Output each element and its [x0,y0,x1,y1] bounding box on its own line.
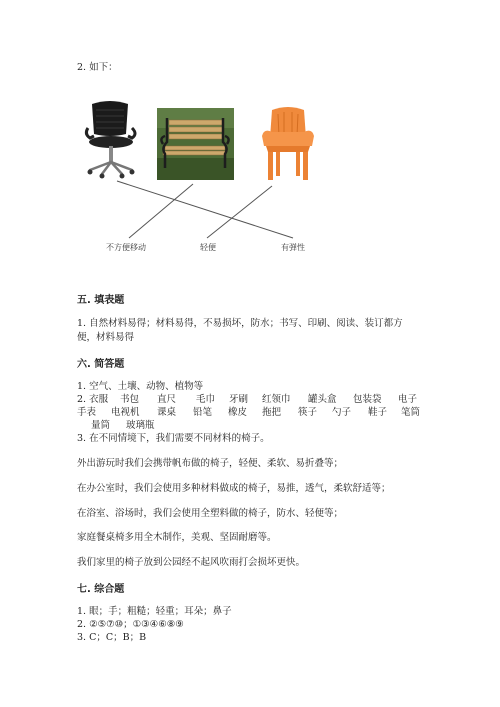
list-item: 拖把 [262,407,282,418]
match-label-elastic: 有弹性 [281,243,305,252]
list-item: 玻璃瓶 [126,420,155,431]
paragraph: 在办公室时，我们会使用多种材料做成的椅子，易推，透气，柔软舒适等； [77,483,391,494]
list-item: 2. 衣服 [77,394,109,405]
match-label-light: 轻便 [200,243,216,252]
paragraph: 我们家里的椅子放到公园经不起风吹雨打会损坏更快。 [77,557,306,568]
list-item: 铅笔 [193,407,213,418]
list-item: 牙刷 [229,394,249,405]
list-item: 红领巾 [262,394,291,405]
list-item: 直尺 [157,394,177,405]
list-item: 书包 [120,394,140,405]
list-item: 手表 [77,407,97,418]
list-item: 笔筒 [401,407,421,418]
list-item: 包装袋 [353,394,382,405]
list-item: 筷子 [298,407,318,418]
section-6-title: 六. 简答题 [77,359,125,370]
section-5-line-1: 1. 自然材料易得；材料易得，不易损坏，防水；书写、印刷、阅读、装订都方 [77,318,403,329]
section-6-line-1: 1. 空气、土壤、动物、植物等 [77,381,204,392]
question-2-title: 2. 如下： [77,62,118,73]
list-item: 毛巾 [196,394,216,405]
section-7-line-1: 1. 眼；手；粗糙；轻重；耳朵；鼻子 [77,606,232,617]
list-item: 电视机 [111,407,140,418]
list-item: 勺子 [332,407,352,418]
section-7-line-2: 2. ②⑤⑦⑩；①③④⑥⑧⑨ [77,619,184,630]
list-item: 课桌 [157,407,177,418]
section-7-line-3: 3. C；C；B；B [77,632,147,643]
match-label-immobile: 不方便移动 [106,243,146,252]
list-item: 橡皮 [228,407,248,418]
list-item: 量筒 [91,420,111,431]
paragraph: 在浴室、浴场时，我们会使用全塑料做的椅子，防水、轻便等； [77,508,344,519]
paragraph: 外出游玩时我们会携带帆布做的椅子，轻便、柔软、易折叠等； [77,458,344,469]
office-chair-image [80,100,142,180]
list-item: 电子 [398,394,418,405]
paragraph: 家庭餐桌椅多用全木制作，美观、坚固耐磨等。 [77,532,277,543]
section-7-title: 七. 综合题 [77,584,125,595]
plastic-chair-image [258,106,318,184]
section-5-line-2: 便，材料易得 [77,332,135,343]
section-5-title: 五. 填表题 [77,295,125,306]
park-bench-image [157,108,234,180]
section-6-line-5: 3. 在不同情境下，我们需要不同材料的椅子。 [77,433,270,444]
list-item: 罐头盒 [308,394,337,405]
list-item: 鞋子 [368,407,388,418]
